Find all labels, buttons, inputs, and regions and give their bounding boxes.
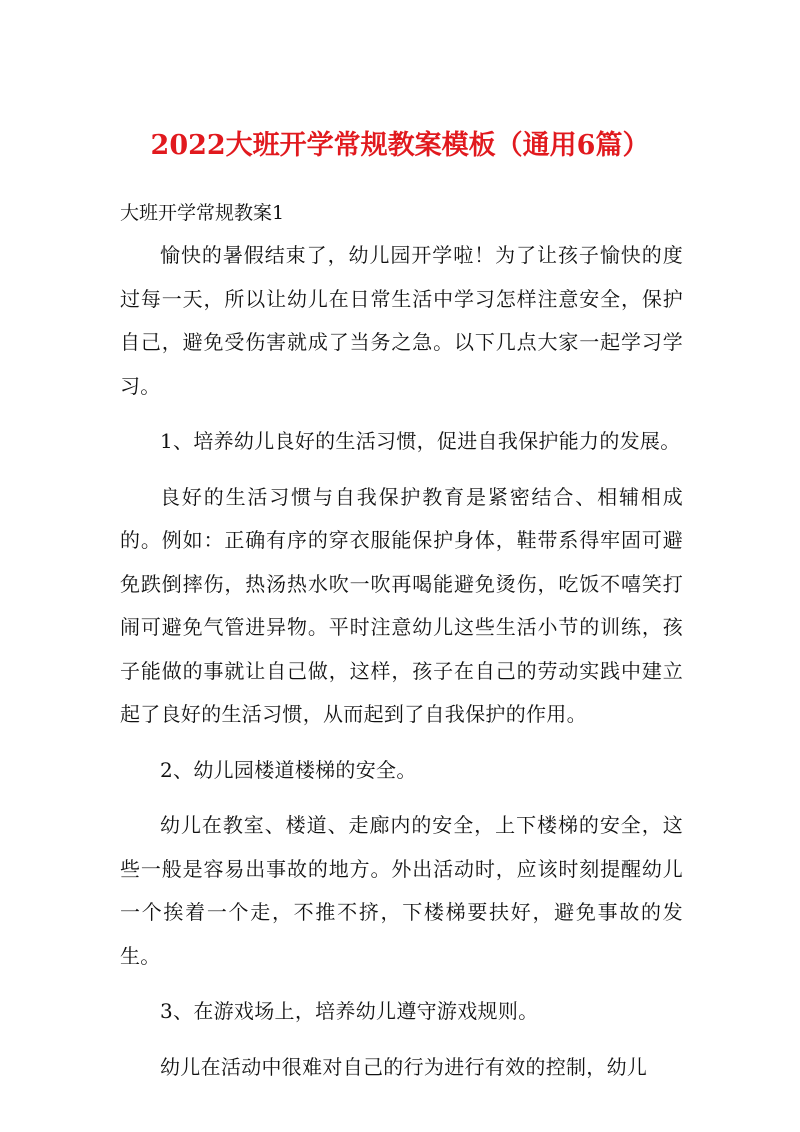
point-heading-2: 2、幼儿园楼道楼梯的安全。 bbox=[160, 757, 417, 782]
section-subtitle: 大班开学常规教案1 bbox=[120, 202, 285, 224]
intro-paragraph: 愉快的暑假结束了，幼儿园开学啦！为了让孩子愉快的度过每一天，所以让幼儿在日常生活中学习怎样注意安全，保护自己，避免受伤害就成了当务之急。以下几点大家一起学习学习。 bbox=[120, 243, 683, 398]
point-heading-1: 1、培养幼儿良好的生活习惯，促进自我保护能力的发展。 bbox=[160, 429, 681, 453]
document-body bbox=[120, 196, 683, 1101]
document-title: 2022大班开学常规教案模板（通用6篇） bbox=[150, 130, 650, 161]
point-paragraph-1: 良好的生活习惯与自我保护教育是紧密结合、相辅相成的。例如：正确有序的穿衣服能保护身体，鞋带系得牢固可避免跌倒摔伤，热汤热水吹一吹再喝能避免烫伤，吃饭不嘻笑打闹可避免气管进异物。平时注意幼儿这些生活小节的训练，孩子能做的事就让自己做，这样，孩子在自己的劳动实践中建立起了良好的生活习惯，从而起到了自我保护的作用。 bbox=[120, 484, 683, 726]
point-paragraph-3: 幼儿在活动中很难对自己的行为进行有效的控制，幼儿 bbox=[160, 1054, 648, 1079]
point-heading-3: 3、在游戏场上，培养幼儿遵守游戏规则。 bbox=[160, 999, 539, 1023]
point-paragraph-2: 幼儿在教室、楼道、走廊内的安全，上下楼梯的安全，这些一般是容易出事故的地方。外出活动时，应该时刻提醒幼儿一个挨着一个走，不推不挤，下楼梯要扶好，避免事故的发生。 bbox=[120, 813, 683, 968]
